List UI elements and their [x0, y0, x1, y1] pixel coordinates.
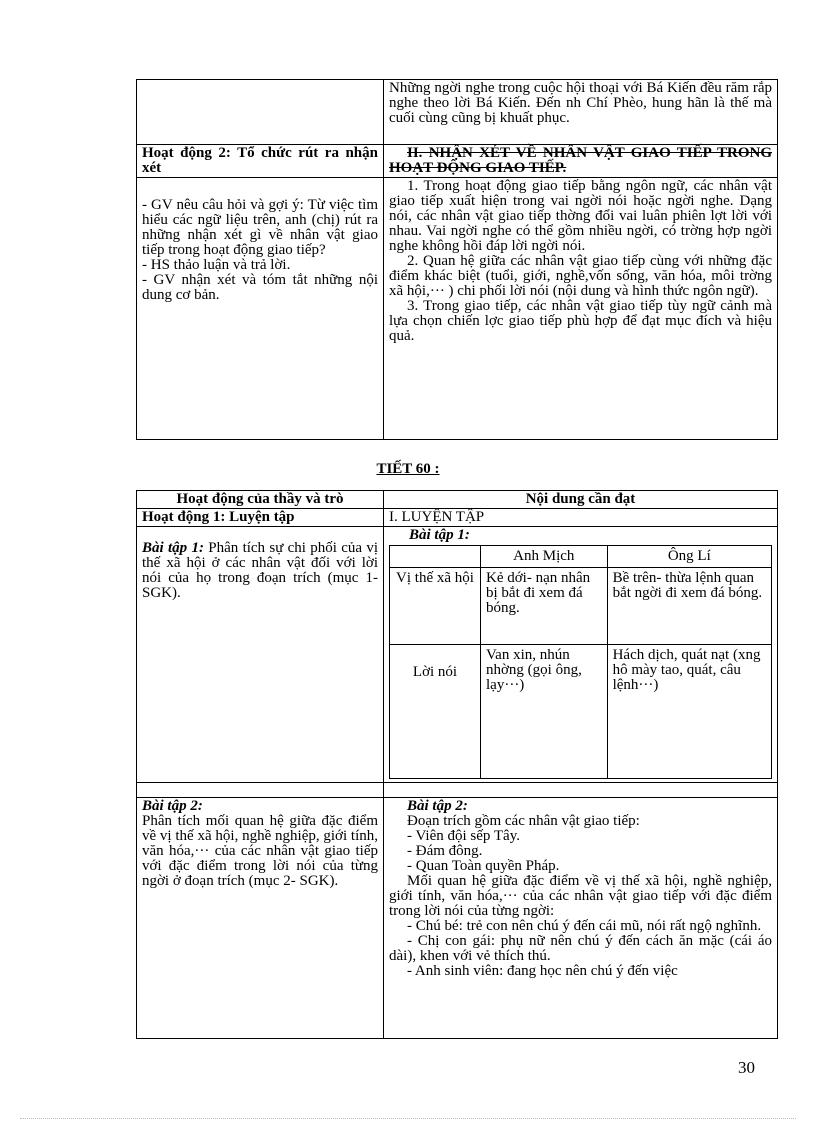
- point-1: 1. Trong hoạt động giao tiếp bằng ngôn ngữ, các nhân vật giao tiếp xuất hiện trong vai ngời nói hoặc ngời nghe. Dạng nói, các nhân vật giao tiếp thờng đổi vai luân phiên lợt lời với nhau. Vai ngời nghe có thể gồm nhiều ngời, có trờng hợp ngời nghe không hồi đáp lời ngời nói.: [389, 178, 772, 254]
- t1-r1-right: [384, 80, 778, 145]
- vi-the-ong-li: Bề trên- thừa lệnh quan bắt ngời đi xem đá bóng.: [607, 568, 771, 645]
- ex1-right: [384, 527, 778, 783]
- ex2-para: Mối quan hệ giữa đặc điểm về vị thế xã hội, nghề nghiệp, giới tính, văn hóa,··· của các nhân vật giao tiếp với đặc điểm trong lời nói của từng ngời:: [389, 873, 772, 919]
- t1-r1-text: Những ngời nghe trong cuộc hội thoại với Bá Kiến đều răm rắp nghe theo lời Bá Kiến. Đến nh Chí Phèo, hung hãn là thế mà cuối cùng cũng bị khuất phục.: [389, 80, 772, 126]
- ex1-label: Bài tập 1:: [142, 540, 204, 556]
- t1-r3-left: [137, 178, 384, 440]
- row-vi-the: Vị thế xã hội: [390, 568, 481, 645]
- activity-2-heading: Hoạt động 2: Tổ chức rút ra nhận xét: [142, 145, 378, 176]
- ex2-line-1: Đoạn trích gồm các nhân vật giao tiếp:: [407, 813, 640, 829]
- point-2: 2. Quan hệ giữa các nhân vật giao tiếp cùng với những đặc điểm khác biệt (tuổi, giới, nghề,vốn sống, văn hóa, môi trờng xã hội,··· ) chi phối lời nói (nội dung và hình thức ngôn ngữ).: [389, 253, 772, 299]
- ex2-line-2: - Viên đội sếp Tây.: [407, 828, 520, 844]
- header-right: Nội dung cần đạt: [384, 491, 778, 509]
- inner-corner: [390, 546, 481, 568]
- col-anh-mich: Anh Mịch: [481, 546, 608, 568]
- teacher-question: - GV nêu câu hỏi và gợi ý: Từ việc tìm hiểu các ngữ liệu trên, anh (chị) rút ra những nhận xét gì về nhân vật giao tiếp trong hoạt động giao tiếp?: [142, 197, 378, 258]
- ex1-text: Phân tích sự chi phối của vị thế xã hội ở các nhân vật đối với lời nói của họ trong đoạn trích (mục 1- SGK).: [142, 540, 379, 601]
- teacher-summary: - GV nhận xét và tóm tắt những nội dung cơ bản.: [142, 272, 378, 303]
- col-ong-li: Ông Lí: [607, 546, 771, 568]
- spacer-right: [384, 783, 778, 798]
- student-discussion: - HS thảo luận và trả lời.: [142, 257, 291, 273]
- ex2-line-3: - Đám đông.: [407, 843, 483, 859]
- t1-r2-right: [384, 145, 778, 178]
- activity-1-heading: Hoạt động 1: Luyện tập: [137, 509, 384, 527]
- exercise-table: [136, 490, 778, 1039]
- lesson-title: TIẾT 60 :: [376, 461, 440, 477]
- ex2-right: [384, 798, 778, 1039]
- spacer-left: [137, 783, 384, 798]
- t1-r2-left: [137, 145, 384, 178]
- ex2-line-4: - Quan Toàn quyền Pháp.: [407, 858, 560, 874]
- ex1-left: [137, 527, 384, 783]
- ex2-left: [137, 798, 384, 1039]
- ex1-right-label: Bài tập 1:: [409, 527, 470, 543]
- page-number: 30: [738, 1058, 755, 1077]
- point-3: 3. Trong giao tiếp, các nhân vật giao tiếp tùy ngữ cảnh mà lựa chọn chiến lợc giao tiếp phù hợp để đạt mục đích và hiệu quả.: [389, 298, 772, 344]
- ex2-text: Phân tích mối quan hệ giữa đặc điểm về vị thế xã hội, nghề nghiệp, giới tính, văn hóa,··· của các nhân vật giao tiếp với đặc điểm trong lời nói của từng ngời ở đoạn trích (mục 2- SGK).: [142, 813, 378, 889]
- loi-noi-anh-mich: Van xin, nhún nhờng (gọi ông, lạy···): [481, 645, 608, 779]
- comparison-table: [389, 545, 772, 779]
- ex2-right-label: Bài tập 2:: [407, 798, 468, 814]
- section-ii-heading: II. NHẬN XÉT VỀ NHÂN VẬT GIAO TIẾP TRONG HOẠT ĐỘNG GIAO TIẾP.: [389, 145, 772, 176]
- ex2-bullet-3: - Anh sinh viên: đang học nên chú ý đến việc: [407, 963, 678, 979]
- practice-heading: I. LUYỆN TẬP: [384, 509, 778, 527]
- page-bottom-divider: [20, 1118, 796, 1119]
- t1-r3-right: [384, 178, 778, 440]
- loi-noi-ong-li: Hách dịch, quát nạt (xng hô mày tao, quát, câu lệnh···): [607, 645, 771, 779]
- row-loi-noi: Lời nói: [390, 645, 481, 779]
- vi-the-anh-mich: Kẻ dới- nạn nhân bị bắt đi xem đá bóng.: [481, 568, 608, 645]
- ex2-label: Bài tập 2:: [142, 798, 203, 814]
- ex2-bullet-2: - Chị con gái: phụ nữ nên chú ý đến cách ăn mặc (cái áo dài), khen với vẻ thích thú.: [389, 933, 772, 964]
- ex2-bullet-1: - Chú bé: trẻ con nên chú ý đến cái mũ, nói rất ngộ nghĩnh.: [407, 918, 762, 934]
- t1-r1-left: [137, 80, 384, 145]
- header-left: Hoạt động của thầy và trò: [137, 491, 384, 509]
- discussion-table: [136, 79, 778, 440]
